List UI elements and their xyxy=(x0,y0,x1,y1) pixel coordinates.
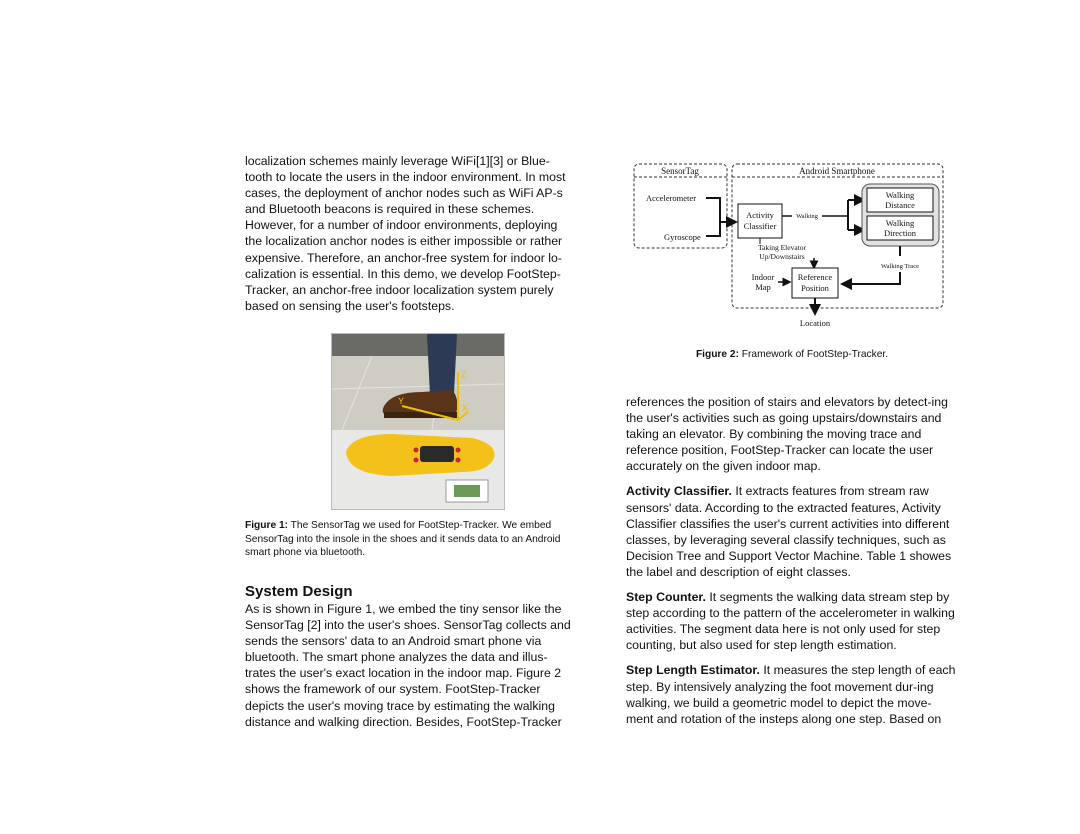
step-length-heading: Step Length Estimator. xyxy=(626,663,760,678)
step-length-paragraph xyxy=(626,662,958,726)
axis-y-label: Y xyxy=(398,396,405,406)
figure-2-caption xyxy=(626,349,958,360)
walking-label: Walking xyxy=(796,213,818,220)
figure-1-caption xyxy=(245,519,577,560)
walking-trace-label: Walking Trace xyxy=(881,263,919,270)
accelerometer-label: Accelerometer xyxy=(646,193,697,203)
walking-direction-line1: Walking xyxy=(885,218,915,228)
system-design-block xyxy=(245,601,575,730)
reference-position-line1: Reference xyxy=(797,272,833,282)
figure-1-caption-label: Figure 1: xyxy=(245,520,289,531)
figure-1-caption-text: The SensorTag we used for FootStep-Tracker. We embed SensorTag into the insole in the shoes and it sends data to an Android smart phone via bluetooth. xyxy=(245,520,561,559)
right-column xyxy=(626,394,958,727)
step-counter-paragraph xyxy=(626,589,958,653)
activity-classifier-body: It extracts features from stream raw sensors' data. According to the extracted features, Activity Classifier classifies the user's current activities into different classes, by leveraging several classify techniques, such as Decision Tree and Support Vector Machine. Table 1 showes the label and description of eight classes. xyxy=(626,484,952,579)
android-title: Android Smartphone xyxy=(799,166,875,176)
figure-2-caption-label: Figure 2: xyxy=(695,349,739,360)
reference-position-line2: Position xyxy=(801,283,829,293)
activity-classifier-heading: Activity Classifier. xyxy=(626,484,732,499)
axis-z-label: Z xyxy=(461,370,467,380)
system-design-paragraph: As is shown in Figure 1, we embed the tiny sensor like the SensorTag [2] into the user's shoes. SensorTag collects and sends the sensors' data to an Android smart phone via bluetooth. The smart phone analyzes the data and illus-trates the user's exact location in the indoor map. Figure 2 shows the framework of our system. FootStep-Tracker depicts the user's moving trace by estimating the walking distance and walking direction. Besides, FootStep-Tracker xyxy=(245,602,571,729)
step-counter-body: It segments the walking data stream step by step according to the pattern of the accelerometer in walking activities. The segment data here is not only used for step counting, but also used for step length estimation. xyxy=(626,590,955,653)
walking-distance-line1: Walking xyxy=(885,190,915,200)
figure-1-photo xyxy=(331,333,505,510)
references-paragraph: references the position of stairs and elevators by detect-ing the user's activities such as going upstairs/downstairs and taking an elevator. By combining the moving trace and reference position, FootStep-Tracker can locate the user accurately on the given indoor map. xyxy=(626,395,948,474)
section-title: System Design xyxy=(245,583,353,600)
sensortag-shoe-illustration xyxy=(332,334,504,509)
figure-2-caption-text: Framework of FootStep-Tracker. xyxy=(738,349,889,360)
indoor-map-line2: Map xyxy=(755,282,771,292)
elevator-line1: Taking Elevator xyxy=(758,243,806,252)
activity-classifier-paragraph xyxy=(626,483,958,580)
activity-classifier-line1: Activity xyxy=(746,210,774,220)
step-length-body: It measures the step length of each step. By intensively analyzing the foot movement dur-ing walking, we build a geometric model to depict the move-ment and rotation of the insteps along one step. Based on xyxy=(626,663,956,726)
step-counter-heading: Step Counter. xyxy=(626,590,706,605)
indoor-map-line1: Indoor xyxy=(751,272,775,282)
walking-direction-line2: Direction xyxy=(883,228,917,238)
activity-classifier-line2: Classifier xyxy=(743,221,777,231)
left-column xyxy=(245,153,575,314)
location-label: Location xyxy=(799,318,831,328)
elevator-line2: Up/Downstairs xyxy=(759,252,805,261)
axis-x-label: X xyxy=(462,403,469,413)
framework-diagram xyxy=(632,160,945,332)
figure-2-diagram xyxy=(632,160,945,332)
gyroscope-label: Gyroscope xyxy=(664,232,701,242)
intro-paragraph: localization schemes mainly leverage WiFi[1][3] or Blue-tooth to locate the users in the indoor environment. In most cases, the deployment of anchor nodes such as WiFi AP-s and Bluetooth beacons is required in these schemes. However, for a number of indoor environments, deploying the localization anchor nodes is either impossible or rather expensive. Therefore, an anchor-free system for indoor lo-calization is essential. In this demo, we develop FootStep-Tracker, an anchor-free indoor localization system purely based on sensing the user's footsteps. xyxy=(245,154,566,313)
sensortag-title: SensorTag xyxy=(661,166,699,176)
walking-distance-line2: Distance xyxy=(885,200,915,210)
